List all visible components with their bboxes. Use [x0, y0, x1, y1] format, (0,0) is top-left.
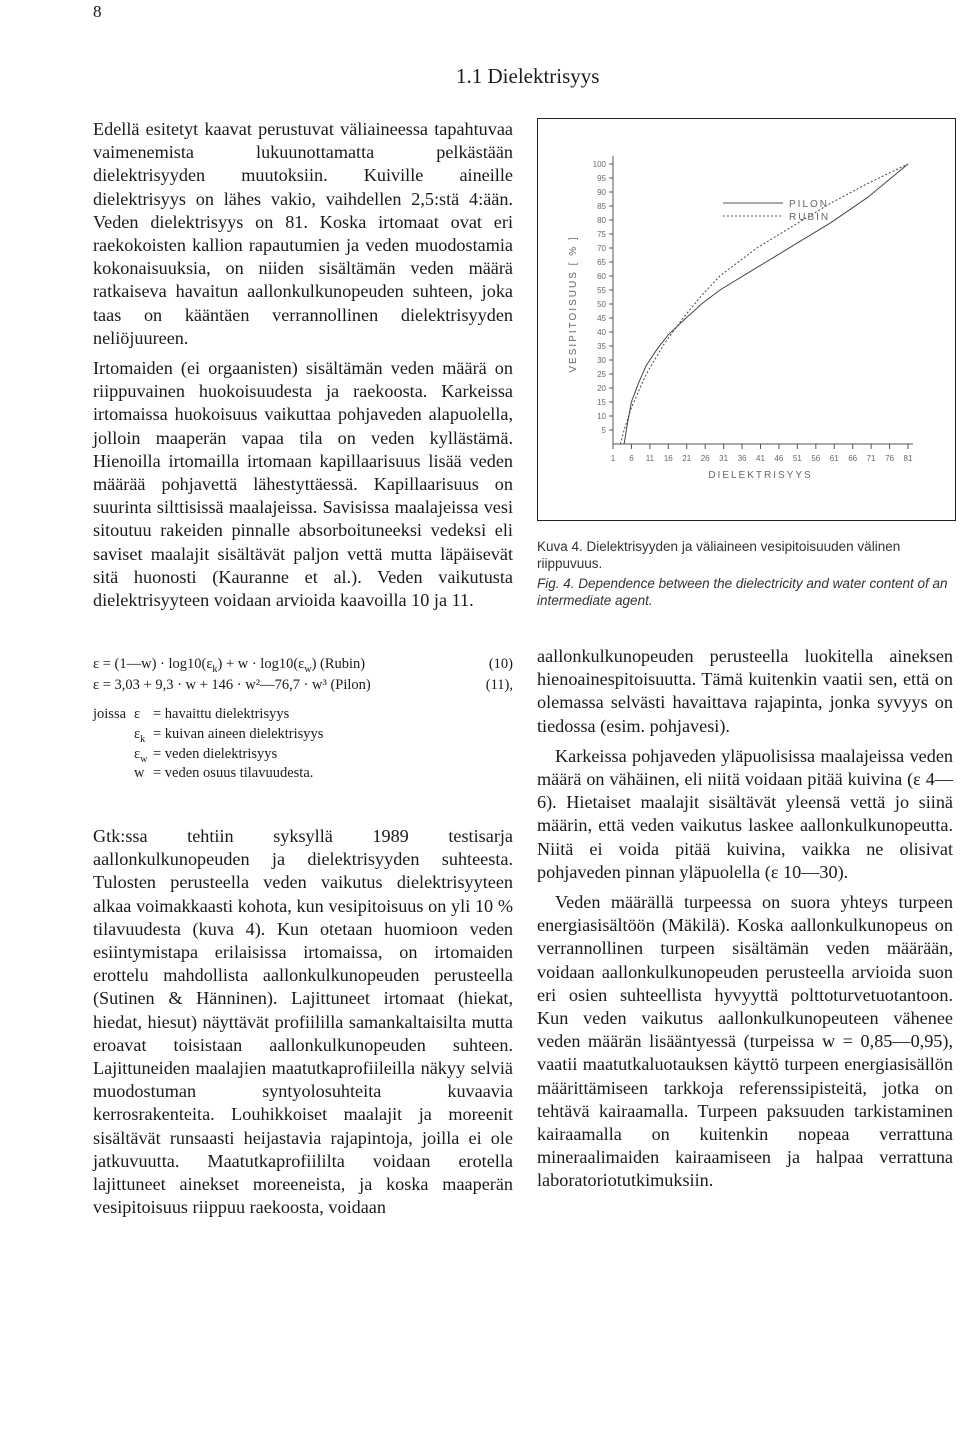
definition-symbol: ε [134, 706, 141, 722]
x-tick-label: 61 [829, 454, 839, 463]
figure-frame [537, 118, 956, 521]
definition-row [93, 764, 513, 784]
x-tick-label: 21 [682, 454, 692, 463]
equation-subscript: k [212, 663, 218, 675]
x-axis-label: DIELEKTRISYYS [708, 470, 813, 481]
definition-text: = veden osuus tilavuudesta. [153, 765, 314, 782]
symbol-definitions [93, 705, 513, 784]
equation-middle: ) + w · log10(ε [217, 656, 305, 672]
x-tick-label: 41 [756, 454, 765, 463]
definition-row [93, 705, 513, 725]
x-tick-label: 51 [792, 454, 802, 463]
x-tick-label: 76 [885, 454, 895, 463]
y-tick-label: 30 [597, 356, 606, 365]
paragraph: aallonkulkunopeuden perusteella luokitella aineksen hienoainespitoisuutta. Tämä kuitenkin vaatii sen, että on olemassa selvästi havaittava rajapinta, jonka syvyys on tiedossa (esim. pohjavesi). [537, 646, 953, 736]
y-tick-label: 10 [597, 412, 606, 421]
y-tick-label: 25 [597, 370, 606, 379]
x-tick-label: 26 [700, 454, 710, 463]
x-tick-label: 31 [719, 454, 729, 463]
section-title: 1.1 Dielektrisyys [456, 64, 600, 88]
y-tick-label: 35 [597, 342, 606, 351]
equation-number: (11), [485, 677, 513, 693]
y-tick-label: 85 [597, 202, 606, 211]
y-tick-label: 65 [597, 258, 606, 267]
y-tick-label: 20 [597, 384, 606, 393]
definition-text: = havaittu dielektrisyys [153, 706, 290, 722]
y-tick-label: 50 [597, 300, 606, 309]
definition-symbol: w [134, 765, 145, 782]
figure-caption-en: Fig. 4. Dependence between the dielectricity and water content of an intermediate agent. [537, 576, 948, 608]
legend-label: PILON [789, 199, 830, 210]
equation-suffix: ) (Rubin) [311, 656, 366, 672]
x-tick-label: 81 [903, 454, 913, 463]
y-tick-label: 90 [597, 188, 606, 197]
equation-subscript: w [304, 663, 312, 675]
paragraph: Irtomaiden (ei orgaanisten) sisältämän veden määrä on riippuvainen huokoisuudesta ja raekoosta. Karkeissa irtomaissa huokoisuus vaikuttaa pohjaveden alapuolella, jolloin maaperän vapaa tila on veden kyllästämä. Hienoilla irtomailla irtomaan kapillaarisuus lisää veden määrää pohjavettä lähestyttäessä. Kapillaarisuus on suurinta silttisissä maalajeissa. Savisissa maalajeissa vesi sitoutuu rakeiden pinnalle absorboituneeksi vedeksi eli saviset maalajit sisältävät paljon vettä mutta läpäisevät sitä huonosti (Kauranne et al.). Veden vaikutusta dielektrisyyteen voidaan arvioida kaavoilla 10 ja 11. [93, 358, 513, 611]
figure-caption-fi: Kuva 4. Dielektrisyyden ja väliaineen vesipitoisuuden välinen riippuvuus. [537, 539, 901, 571]
equations [93, 655, 513, 697]
legend-label: RUBIN [789, 212, 831, 223]
equation-number: (10) [488, 656, 513, 672]
y-tick-label: 5 [601, 426, 606, 435]
y-tick-label: 95 [597, 174, 606, 183]
page-number: 8 [93, 2, 102, 21]
x-tick-label: 16 [663, 454, 673, 463]
left-column-top [93, 118, 513, 619]
definition-symbol: $\varepsilon_w$ [134, 745, 148, 765]
x-tick-label: 66 [848, 454, 858, 463]
y-tick-label: 100 [592, 160, 606, 169]
definition-row [93, 725, 513, 745]
equation-prefix: ε = (1—w) · log10(ε [93, 656, 213, 672]
right-column [537, 645, 953, 1200]
x-tick-label: 11 [645, 454, 655, 463]
left-column-bottom [93, 825, 513, 1226]
y-tick-label: 70 [597, 244, 606, 253]
x-tick-label: 6 [629, 454, 634, 463]
x-tick-label: 46 [774, 454, 784, 463]
equation-pilon [93, 676, 513, 697]
equation-rubin [93, 655, 513, 676]
dielectricity-chart [538, 119, 955, 520]
definition-symbol: $\varepsilon_k$ [134, 725, 146, 745]
x-tick-label: 36 [737, 454, 747, 463]
y-tick-label: 55 [597, 286, 606, 295]
definition-lead: joissa [93, 706, 127, 722]
y-tick-label: 45 [597, 314, 606, 323]
x-tick-label: 71 [866, 454, 876, 463]
y-tick-label: 60 [597, 272, 606, 281]
y-tick-label: 80 [597, 216, 606, 225]
paragraph: Edellä esitetyt kaavat perustuvat väliaineessa tapahtuvaa vaimenemista lukuunottamatta pelkästään dielektrisyyden muutoksiin. Kuiville aineille dielektrisyys on lähes vakio, vaihdellen 2,5:stä 4:ään. Veden dielektrisyys on 81. Koska irtomaat ovat eri raekokoisten kallion rapautumien ja veden muodostamia kokonaisuuksia, on niiden sisältämän veden määrä ratkaiseva havaitun aallonkulkunopeuden suhteen, joka taas on kääntäen verrannollinen dielektrisyyden neliöjuureen. [93, 119, 513, 348]
paragraph: Karkeissa pohjaveden yläpuolisissa maalajeissa veden määrä on vähäinen, eli niitä voidaan pitää kuivina (ε 4—6). Hietaiset maalajit sisältävät yleensä vettä jo siinä määrin, että veden vaikutus laskee aallonkulkunopeutta. Niitä ei voida pitää kuivina, vaikka ne olisivat pohjaveden pinnan yläpuolella (ε 10—30). [537, 745, 953, 882]
definition-row [93, 745, 513, 765]
y-tick-label: 40 [597, 328, 606, 337]
y-tick-label: 15 [597, 398, 606, 407]
x-tick-label: 1 [610, 454, 616, 463]
definition-text: = kuivan aineen dielektrisyys [153, 725, 324, 742]
y-tick-label: 75 [597, 230, 606, 239]
series-line-rubin [624, 164, 908, 444]
x-tick-label: 56 [811, 454, 821, 463]
equation-text: ε = 3,03 + 9,3 · w + 146 · w²—76,7 · w³ (Pilon) [93, 677, 371, 693]
paragraph: Gtk:ssa tehtiin syksyllä 1989 testisarja aallonkulkunopeuden ja dielektrisyyden suhteesta. Tulosten perusteella veden vaikutus dielektrisyyteen alkaa voimakkaasti kohota, kun vesipitoisuus on yli 10 % tilavuudesta (kuva 4). Kun otetaan huomioon veden esiintymistapa erilaisissa irtomaissa, on irtomaiden erottelu mahdollista aallonkulkunopeuden perusteella (Sutinen & Hänninen). Lajittuneet irtomaat (hiekat, hiedat, hiesut) näyttävät profiililla samankaltaisilta mutta eroavat toisistaan aallonkulkunopeuden suhteen. Lajittuneiden maalajien maatutkaprofiileilla näkyy selviä muodostuman syntyolosuhteita kuvaavia kerrosrakenteita. Louhikkoiset maalajit ja moreenit sisältävät runsaasti heijastavia rajapintoja, joilla ei ole jatkuvuutta. Maatutkaprofiililta voidaan erotella lajittuneet ainekset moreeneista, ja koska maaperän vesipitoisuus riippuu raekoosta, voidaan [93, 826, 513, 1218]
paragraph: Veden määrällä turpeessa on suora yhteys turpeen energiasisältöön (Mäkilä). Koska aallonkulkunopeus on verrannollinen turpeen sisältämän veden määrään, voidaan aallonkulkunopeuden perusteella arvioida suon eri osien suhteellista hyvyyttä polttoturvetuotantoon. Kun veden vaikutus aallonkulkunopeuteen vähenee veden määrän lisääntyessä (turpeissa w = 0,85—0,95), vaatii maatutkaluotauksen käyttö turpeen energiasisällön määrittämiseen tarkkoja referenssipisteitä, jotka on tehtävä kairaamalla. Turpeen paksuuden tarkistaminen kairaamalla on kuitenkin nopeaa verrattuna mineraalimaiden kairaamiseen ja halpaa verrattuna laboratoriotutkimuksiin. [537, 892, 953, 1191]
y-axis-label: VESIPITOISUUS [ % ] [568, 235, 579, 373]
series-line-pilon [620, 164, 908, 444]
definition-text: = veden dielektrisyys [153, 745, 278, 762]
